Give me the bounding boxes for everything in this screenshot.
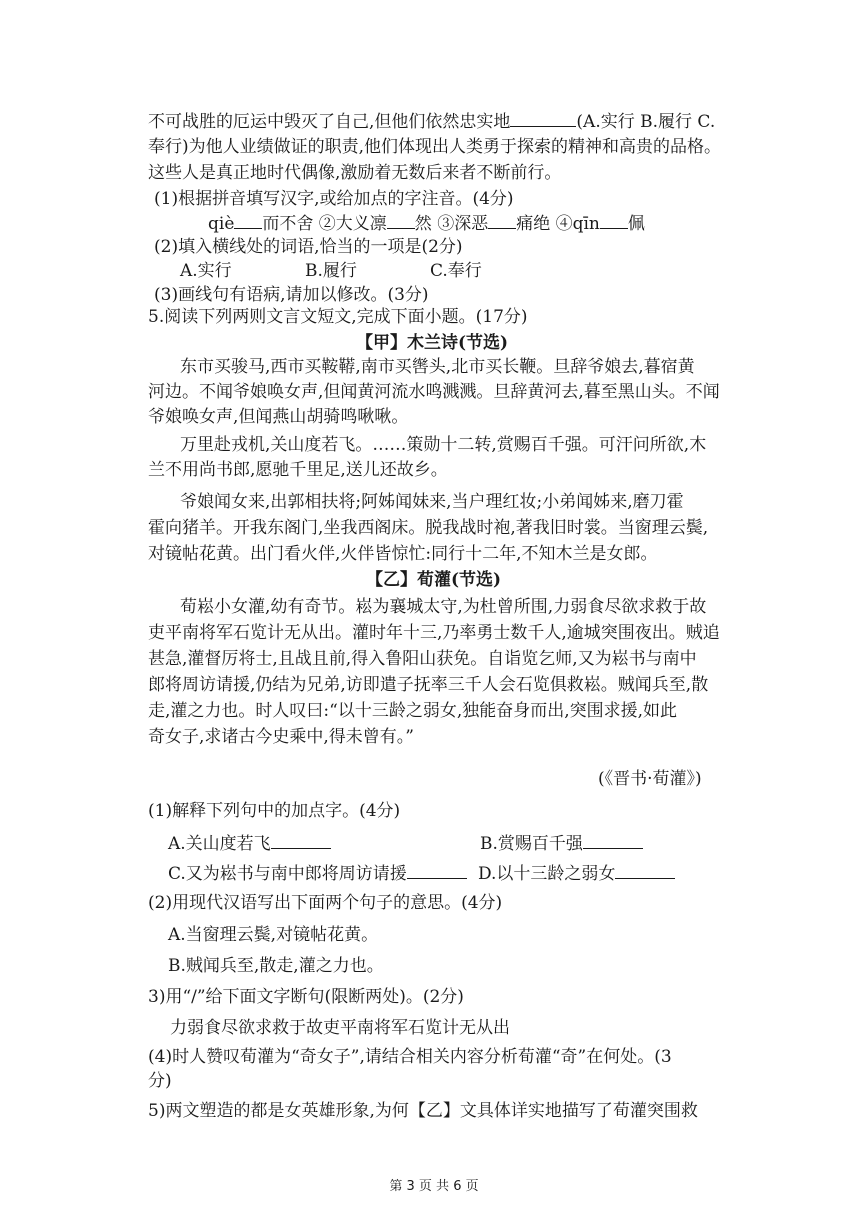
- source-citation: (《晋书·荀灌》): [598, 769, 702, 789]
- q4-sub3: (3)画线句有语病,请加以修改。(3分): [154, 285, 429, 305]
- jia-p3-line-2: 霍向猪羊。开我东阁门,坐我西阁床。脱我战时袍,著我旧时裳。当窗理云鬓,: [148, 518, 709, 538]
- passage-line-2: 奉行)为他人业绩做证的职责,他们体现出人类勇于探索的精神和高贵的品格。: [148, 137, 722, 157]
- q5-sub4-line-2: 分): [148, 1071, 172, 1091]
- q4-option-c: C.奉行: [430, 261, 482, 281]
- q5-sub2-a: A.当窗理云鬓,对镜帖花黄。: [168, 925, 379, 945]
- answer-blank[interactable]: [600, 212, 628, 229]
- q5-sub3: 3)用“/”给下面文字断句(限断两处)。(2分): [148, 987, 464, 1007]
- q5-title: 5.阅读下列两则文言文短文,完成下面小题。(17分): [148, 307, 528, 327]
- answer-blank[interactable]: [271, 832, 331, 849]
- jia-p1-line-2: 河边。不闻爷娘唤女声,但闻黄河流水鸣溅溅。旦辞黄河去,暮至黑山头。不闻: [148, 382, 720, 402]
- jia-p3-line-1: 爷娘闻女来,出郭相扶将;阿姊闻妹来,当户理红妆;小弟闻姊来,磨刀霍: [180, 492, 684, 512]
- yi-line-5: 走,灌之力也。时人叹曰:“以十三龄之弱女,独能奋身而出,突围求援,如此: [148, 701, 678, 721]
- jia-p1-line-3: 爷娘唤女声,但闻燕山胡骑鸣啾啾。: [148, 407, 409, 427]
- jia-title: 【甲】木兰诗(节选): [356, 333, 509, 353]
- q4-sub2: (2)填入横线处的词语,恰当的一项是(2分): [154, 237, 463, 257]
- yi-line-1: 荀崧小女灌,幼有奇节。崧为襄城太守,为杜曾所围,力弱食尽欲求救于故: [180, 597, 707, 617]
- answer-blank[interactable]: [387, 212, 415, 229]
- yi-line-6: 奇女子,求诸古今史乘中,得未曾有。”: [148, 727, 414, 747]
- page-footer: 第 3 页 共 6 页: [389, 1179, 479, 1194]
- yi-title: 【乙】荀灌(节选): [366, 570, 502, 590]
- q4-sub1-items: qiè 而不舍 ②大义凛 然 ③深恶 痛绝 ④qīn 佩: [208, 214, 645, 234]
- answer-blank[interactable]: [488, 212, 516, 229]
- jia-p2-line-2: 兰不用尚书郎,愿驰千里足,送儿还故乡。: [148, 460, 448, 480]
- answer-blank[interactable]: [234, 212, 262, 229]
- q5-sub1-d: D.以十三龄之弱女: [478, 862, 675, 885]
- q4-option-b: B.履行: [305, 261, 357, 281]
- passage-line-1: 不可战胜的厄运中毁灭了自己,但他们依然忠实地 (A.实行 B.履行 C.: [148, 112, 716, 132]
- yi-line-2: 吏平南将军石览计无从出。灌时年十三,乃率勇士数千人,逾城突围夜出。贼追: [148, 623, 720, 643]
- yi-line-3: 甚急,灌督厉将士,且战且前,得入鲁阳山获免。自诣览乞师,又为崧书与南中: [148, 649, 697, 669]
- q5-sub2: (2)用现代汉语写出下面两个句子的意思。(4分): [148, 893, 503, 913]
- answer-blank[interactable]: [583, 832, 643, 849]
- q4-option-a: A.实行: [180, 261, 232, 281]
- jia-p3-line-3: 对镜帖花黄。出门看火伴,火伴皆惊忙:同行十二年,不知木兰是女郎。: [148, 544, 658, 564]
- q5-sub5: 5)两文塑造的都是女英雄形象,为何【乙】文具体详实地描写了荀灌突围救: [148, 1101, 698, 1121]
- yi-line-4: 郎将周访请援,仍结为兄弟,访即遣子抚率三千人会石览俱救崧。贼闻兵至,散: [148, 675, 709, 695]
- q4-sub1: (1)根据拼音填写汉字,或给加点的字注音。(4分): [154, 189, 514, 209]
- answer-blank[interactable]: [510, 110, 576, 127]
- q5-sub1-b: B.赏赐百千强: [480, 832, 643, 855]
- q5-sub1: (1)解释下列句中的加点字。(4分): [148, 801, 401, 821]
- answer-blank[interactable]: [407, 862, 467, 879]
- q5-sub4-line-1: (4)时人赞叹荀灌为“奇女子”,请结合相关内容分析荀灌“奇”在何处。(3: [148, 1047, 672, 1067]
- answer-blank[interactable]: [615, 862, 675, 879]
- jia-p1-line-1: 东市买骏马,西市买鞍鞯,南市买辔头,北市买长鞭。旦辞爷娘去,暮宿黄: [180, 357, 695, 377]
- q5-sub1-a: A.关山度若飞: [168, 832, 331, 855]
- q5-sub3-text: 力弱食尽欲求救于故吏平南将军石览计无从出: [170, 1018, 510, 1038]
- q5-sub2-b: B.贼闻兵至,散走,灌之力也。: [168, 956, 384, 976]
- q5-sub1-c: C.又为崧书与南中郎将周访请援: [168, 862, 467, 885]
- passage-line-3: 这些人是真正地时代偶像,激励着无数后来者不断前行。: [148, 163, 562, 183]
- jia-p2-line-1: 万里赴戎机,关山度若飞。……策勋十二转,赏赐百千强。可汗问所欲,木: [180, 435, 707, 455]
